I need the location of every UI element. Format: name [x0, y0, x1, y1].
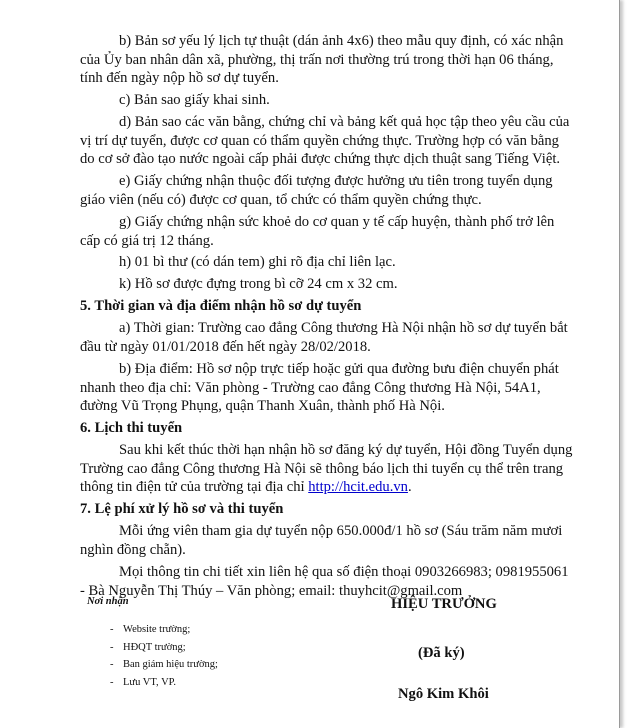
- recipient-item: - Lưu VT, VP.: [123, 674, 218, 692]
- section-6-text: [80, 441, 575, 497]
- recipient-item: - Website trường;: [123, 621, 218, 639]
- section-7-text: Mỗi ứng viên tham gia dự tuyển nộp 650.000đ/1 hồ sơ (Sáu trăm năm mươi nghìn đồng chẵn).: [80, 523, 563, 558]
- signature-note: (Đã ký): [418, 645, 465, 661]
- item-h: h) 01 bì thư (có dán tem) ghi rõ địa chỉ liên lạc.: [119, 254, 396, 271]
- website-link[interactable]: http://hcit.edu.vn: [308, 479, 408, 496]
- section-6-heading: 6. Lịch thi tuyển: [80, 420, 183, 437]
- signature-title: HIỆU TRƯỞNG: [391, 596, 497, 612]
- item-e: e) Giấy chứng nhận thuộc đối tượng được hưởng ưu tiên trong tuyển dụng giáo viên (nếu có) được cơ quan, tổ chức có thẩm quyền chứng thực.: [80, 173, 553, 208]
- section-6-end: .: [407, 479, 412, 496]
- section-5-heading: 5. Thời gian và địa điểm nhận hồ sơ dự tuyển: [80, 298, 362, 315]
- section-5-time: a) Thời gian: Trường cao đẳng Công thương Hà Nội nhận hồ sơ dự tuyển bắt đầu từ ngày 01/01/2018 đến hết ngày 28/02/2018.: [80, 320, 568, 356]
- recipients-list: [123, 621, 218, 691]
- section-6-body: Sau khi kết thúc thời hạn nhận hồ sơ đăng ký dự tuyển, Hội đồng Tuyển dụng Trường cao đẳng Công thương Hà Nội sẽ thông báo lịch thi tuyển cụ thể trên trang thông tin điện tử của trường tại địa chỉ: [80, 442, 573, 496]
- recipients-heading: Nơi nhận: [87, 596, 129, 607]
- signer-name: Ngô Kim Khôi: [398, 686, 489, 702]
- item-b: b) Bản sơ yếu lý lịch tự thuật (dán ảnh 4x6) theo mẫu quy định, có xác nhận của Ủy ban nhân dân xã, phường, thị trấn nơi thường trú trong thời hạn 06 tháng, tính đến ngày nộp hồ sơ dự tuyển.: [80, 33, 564, 87]
- section-7-heading: 7. Lệ phí xử lý hồ sơ và thi tuyển: [80, 501, 284, 518]
- section-5-place: b) Địa điểm: Hồ sơ nộp trực tiếp hoặc gửi qua đường bưu điện chuyển phát nhanh theo địa chỉ: Văn phòng - Trường cao đẳng Công thương Hà Nội, 54A1, đường Vũ Trọng Phụng, quận Thanh Xuân, thành phố Hà Nội.: [80, 361, 559, 415]
- contact-info: Mọi thông tin chi tiết xin liên hệ qua số điện thoại 0903266983; 0981955061 - Bà Nguyễn Thị Thúy – Văn phòng; email: thuyhcit@gmail.com: [80, 563, 569, 599]
- item-c: c) Bản sao giấy khai sinh.: [119, 92, 270, 109]
- document-body: [80, 32, 575, 603]
- item-d: d) Bản sao các văn bằng, chứng chỉ và bảng kết quả học tập theo yêu cầu của vị trí dự tuyển, được cơ quan có thẩm quyền chứng thực. Trường hợp có văn bằng do cơ sở đào tạo nước ngoài cấp phải được chứng thực dịch thuật sang Tiếng Việt.: [80, 114, 570, 168]
- item-g: g) Giấy chứng nhận sức khoẻ do cơ quan y tế cấp huyện, thành phố trở lên cấp có giá trị 12 tháng.: [80, 213, 555, 249]
- recipient-item: - Ban giám hiệu trường;: [123, 656, 218, 674]
- recipient-item: - HĐQT trường;: [123, 639, 218, 657]
- item-k: k) Hồ sơ được đựng trong bì cỡ 24 cm x 32 cm.: [119, 276, 398, 293]
